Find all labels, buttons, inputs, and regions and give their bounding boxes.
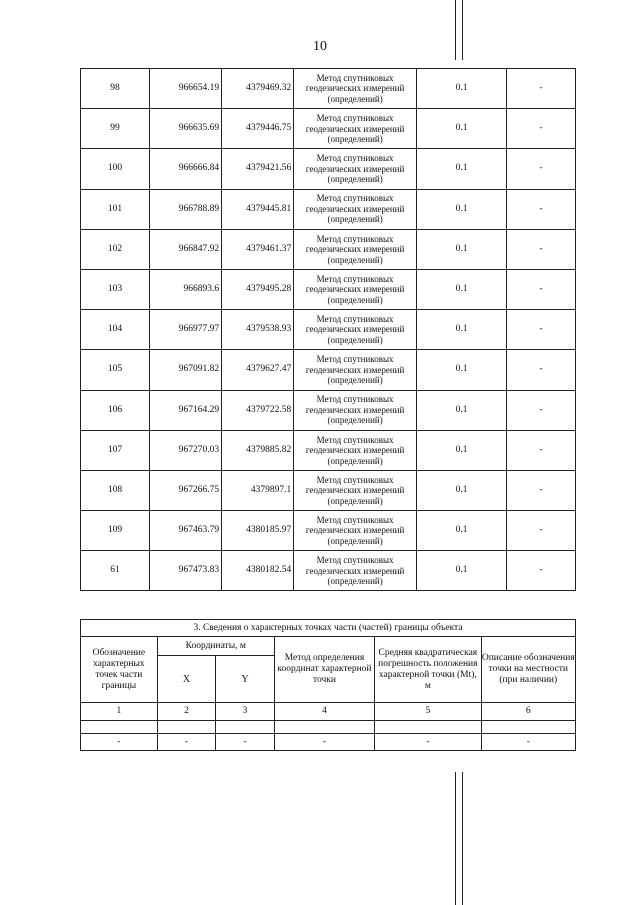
table-row bbox=[81, 69, 576, 109]
coordinate-y-cell: 4379445.81 bbox=[222, 189, 294, 229]
part-boundary-points-table bbox=[80, 619, 576, 751]
accuracy-cell: 0.1 bbox=[416, 310, 506, 350]
blank-cell bbox=[216, 721, 275, 734]
blank-row bbox=[81, 721, 576, 734]
method-cell: Метод спутниковых геодезических измерений (определений) bbox=[294, 189, 417, 229]
table-row bbox=[81, 269, 576, 309]
characteristic-points-table bbox=[80, 68, 576, 591]
binding-mark-bottom-right bbox=[462, 772, 463, 905]
description-cell: - bbox=[507, 350, 576, 390]
column-number: 3 bbox=[216, 703, 275, 721]
coordinate-x-cell: 966847.92 bbox=[150, 229, 222, 269]
column-number: 2 bbox=[157, 703, 216, 721]
column-number-row bbox=[81, 703, 576, 721]
blank-cell bbox=[81, 721, 158, 734]
method-cell: Метод спутниковых геодезических измерений (определений) bbox=[294, 470, 417, 510]
binding-mark-bottom bbox=[455, 772, 456, 905]
coordinate-x-cell: 966977.97 bbox=[150, 310, 222, 350]
accuracy-cell: 0.1 bbox=[416, 430, 506, 470]
coordinate-y-cell: 4379495.28 bbox=[222, 269, 294, 309]
coordinate-y-cell: 4380185.97 bbox=[222, 511, 294, 551]
description-cell: - bbox=[507, 470, 576, 510]
accuracy-cell: 0.1 bbox=[416, 470, 506, 510]
blank-cell bbox=[481, 721, 575, 734]
method-cell: Метод спутниковых геодезических измерений (определений) bbox=[294, 149, 417, 189]
header-method: Метод определения координат характерной точки bbox=[274, 637, 374, 703]
table-row bbox=[81, 470, 576, 510]
point-number-cell: 106 bbox=[81, 390, 150, 430]
column-number: 1 bbox=[81, 703, 158, 721]
coordinate-x-cell: 966893.6 bbox=[150, 269, 222, 309]
accuracy-cell: 0.1 bbox=[416, 511, 506, 551]
accuracy-cell: 0.1 bbox=[416, 390, 506, 430]
accuracy-cell: 0.1 bbox=[416, 269, 506, 309]
point-number-cell: 61 bbox=[81, 551, 150, 591]
description-cell: - bbox=[507, 310, 576, 350]
point-number-cell: 102 bbox=[81, 229, 150, 269]
method-cell: Метод спутниковых геодезических измерений (определений) bbox=[294, 511, 417, 551]
empty-cell: - bbox=[81, 734, 158, 751]
point-number-cell: 107 bbox=[81, 430, 150, 470]
empty-cell: - bbox=[157, 734, 216, 751]
column-number: 4 bbox=[274, 703, 374, 721]
description-cell: - bbox=[507, 551, 576, 591]
header-x: X bbox=[157, 656, 216, 703]
description-cell: - bbox=[507, 229, 576, 269]
description-cell: - bbox=[507, 430, 576, 470]
coordinate-y-cell: 4379897.1 bbox=[222, 470, 294, 510]
header-coordinates: Координаты, м bbox=[157, 637, 274, 656]
point-number-cell: 108 bbox=[81, 470, 150, 510]
header-designation: Обозначение характерных точек части границы bbox=[81, 637, 158, 703]
method-cell: Метод спутниковых геодезических измерений (определений) bbox=[294, 229, 417, 269]
point-number-cell: 98 bbox=[81, 69, 150, 109]
empty-cell: - bbox=[274, 734, 374, 751]
method-cell: Метод спутниковых геодезических измерений (определений) bbox=[294, 350, 417, 390]
method-cell: Метод спутниковых геодезических измерений (определений) bbox=[294, 430, 417, 470]
description-cell: - bbox=[507, 269, 576, 309]
header-accuracy: Средняя квадратическая погрешность положения характерной точки (Mt), м bbox=[375, 637, 481, 703]
method-cell: Метод спутниковых геодезических измерений (определений) bbox=[294, 310, 417, 350]
blank-cell bbox=[157, 721, 216, 734]
accuracy-cell: 0.1 bbox=[416, 551, 506, 591]
empty-data-row bbox=[81, 734, 576, 751]
point-number-cell: 103 bbox=[81, 269, 150, 309]
method-cell: Метод спутниковых геодезических измерений (определений) bbox=[294, 69, 417, 109]
empty-cell: - bbox=[375, 734, 481, 751]
coordinate-y-cell: 4379461.37 bbox=[222, 229, 294, 269]
method-cell: Метод спутниковых геодезических измерений (определений) bbox=[294, 109, 417, 149]
coordinate-y-cell: 4380182.54 bbox=[222, 551, 294, 591]
coordinate-y-cell: 4379885.82 bbox=[222, 430, 294, 470]
table-row bbox=[81, 430, 576, 470]
table-row bbox=[81, 551, 576, 591]
coordinate-y-cell: 4379722.58 bbox=[222, 390, 294, 430]
page-number: 10 bbox=[313, 39, 327, 54]
binding-mark-top-right bbox=[462, 0, 463, 60]
table-row bbox=[81, 511, 576, 551]
coordinate-x-cell: 967091.82 bbox=[150, 350, 222, 390]
coordinate-x-cell: 966635.69 bbox=[150, 109, 222, 149]
empty-cell: - bbox=[216, 734, 275, 751]
method-cell: Метод спутниковых геодезических измерений (определений) bbox=[294, 390, 417, 430]
table-row bbox=[81, 189, 576, 229]
table-row bbox=[81, 350, 576, 390]
coordinate-y-cell: 4379627.47 bbox=[222, 350, 294, 390]
accuracy-cell: 0.1 bbox=[416, 229, 506, 269]
coordinate-x-cell: 967473.83 bbox=[150, 551, 222, 591]
description-cell: - bbox=[507, 189, 576, 229]
header-y: Y bbox=[216, 656, 275, 703]
point-number-cell: 99 bbox=[81, 109, 150, 149]
description-cell: - bbox=[507, 511, 576, 551]
point-number-cell: 101 bbox=[81, 189, 150, 229]
method-cell: Метод спутниковых геодезических измерений (определений) bbox=[294, 551, 417, 591]
binding-mark-top bbox=[455, 0, 456, 60]
table-row bbox=[81, 109, 576, 149]
accuracy-cell: 0.1 bbox=[416, 109, 506, 149]
part-table-title: 3. Сведения о характерных точках части (частей) границы объекта bbox=[81, 620, 576, 637]
coordinate-y-cell: 4379538.93 bbox=[222, 310, 294, 350]
point-number-cell: 105 bbox=[81, 350, 150, 390]
point-number-cell: 109 bbox=[81, 511, 150, 551]
point-number-cell: 104 bbox=[81, 310, 150, 350]
description-cell: - bbox=[507, 390, 576, 430]
coordinate-x-cell: 967164.29 bbox=[150, 390, 222, 430]
coordinate-y-cell: 4379421.56 bbox=[222, 149, 294, 189]
table-row bbox=[81, 229, 576, 269]
column-number: 5 bbox=[375, 703, 481, 721]
coordinate-x-cell: 967463.79 bbox=[150, 511, 222, 551]
point-number-cell: 100 bbox=[81, 149, 150, 189]
coordinate-x-cell: 966654.19 bbox=[150, 69, 222, 109]
column-number: 6 bbox=[481, 703, 575, 721]
description-cell: - bbox=[507, 69, 576, 109]
coordinate-x-cell: 967266.75 bbox=[150, 470, 222, 510]
coordinate-x-cell: 966666.84 bbox=[150, 149, 222, 189]
accuracy-cell: 0.1 bbox=[416, 69, 506, 109]
coordinate-y-cell: 4379469.32 bbox=[222, 69, 294, 109]
coordinate-y-cell: 4379446.75 bbox=[222, 109, 294, 149]
blank-cell bbox=[274, 721, 374, 734]
empty-cell: - bbox=[481, 734, 575, 751]
description-cell: - bbox=[507, 149, 576, 189]
accuracy-cell: 0.1 bbox=[416, 149, 506, 189]
description-cell: - bbox=[507, 109, 576, 149]
coordinate-x-cell: 967270.03 bbox=[150, 430, 222, 470]
coordinate-x-cell: 966788.89 bbox=[150, 189, 222, 229]
blank-cell bbox=[375, 721, 481, 734]
header-description: Описание обозначения точки на местности (при наличии) bbox=[481, 637, 575, 703]
method-cell: Метод спутниковых геодезических измерений (определений) bbox=[294, 269, 417, 309]
accuracy-cell: 0.1 bbox=[416, 189, 506, 229]
accuracy-cell: 0.1 bbox=[416, 350, 506, 390]
table-row bbox=[81, 149, 576, 189]
table-row bbox=[81, 310, 576, 350]
table-row bbox=[81, 390, 576, 430]
points-table-body bbox=[81, 69, 576, 591]
